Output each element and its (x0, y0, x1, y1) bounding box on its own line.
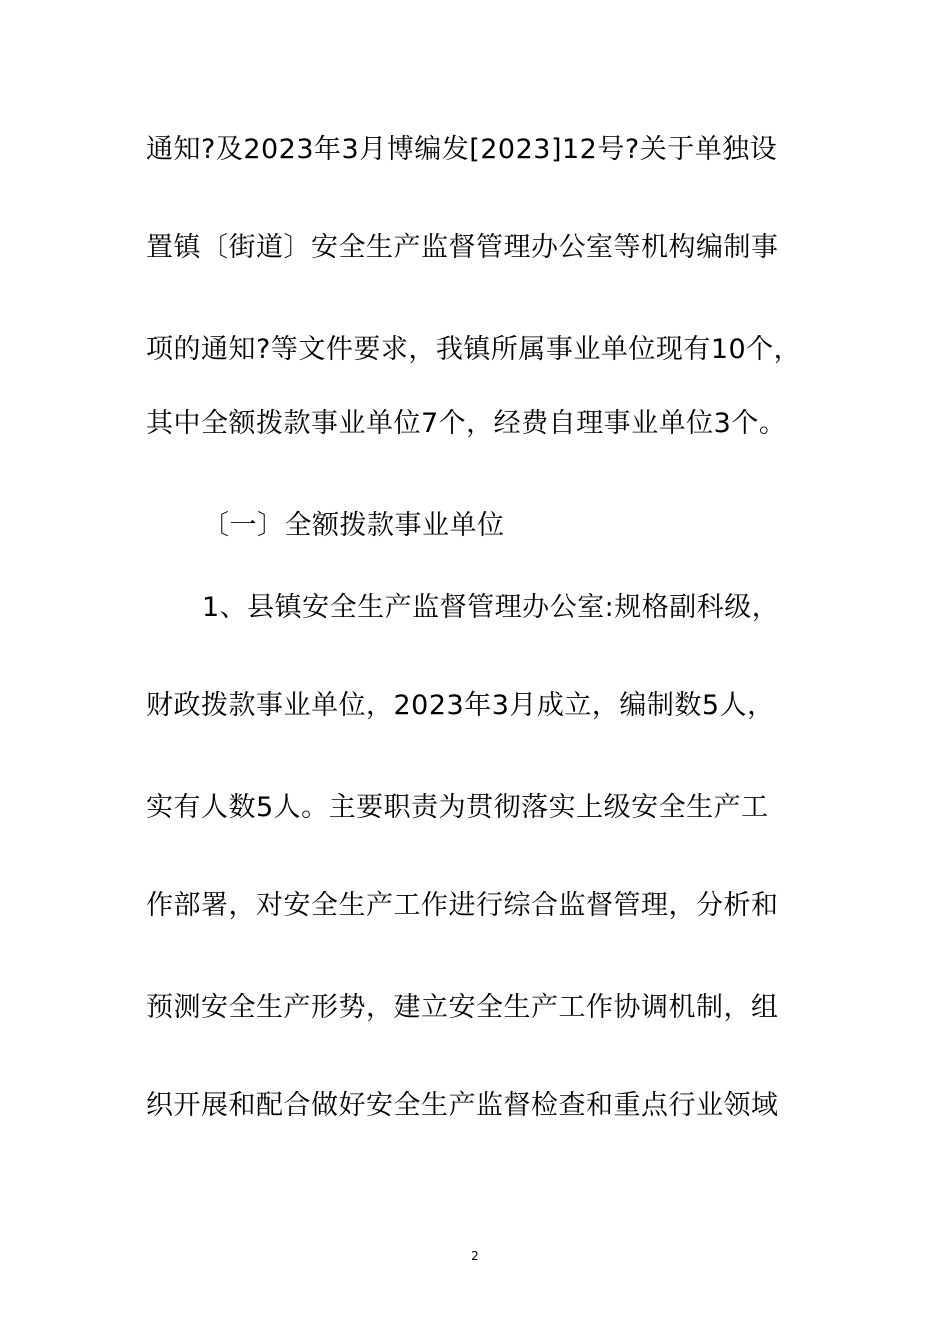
body-text-line: 1、县镇安全生产监督管理办公室:规格副科级， (202, 592, 780, 623)
body-text-line: 项的通知?等文件要求，我镇所属事业单位现有10个， (146, 334, 802, 365)
body-text-line: 作部署，对安全生产工作进行综合监督管理，分析和 (146, 890, 779, 921)
body-text-line: 实有人数5人。主要职责为贯彻落实上级安全生产工 (146, 792, 769, 823)
body-text-line: 置镇〔街道〕安全生产监督管理办公室等机构编制事 (146, 232, 779, 263)
body-text-line: 通知?及2023年3月博编发[2023]12号?关于单独设 (146, 134, 778, 165)
body-text-line: 织开展和配合做好安全生产监督检查和重点行业领域 (146, 1090, 779, 1121)
page-number: 2 (471, 1249, 479, 1263)
body-text-line: 预测安全生产形势，建立安全生产工作协调机制，组 (146, 992, 779, 1023)
section-heading: 〔一〕全额拨款事业单位 (202, 510, 505, 541)
body-text-line: 财政拨款事业单位，2023年3月成立，编制数5人， (146, 690, 775, 721)
body-text-line: 其中全额拨款事业单位7个，经费自理事业单位3个。 (146, 408, 787, 439)
